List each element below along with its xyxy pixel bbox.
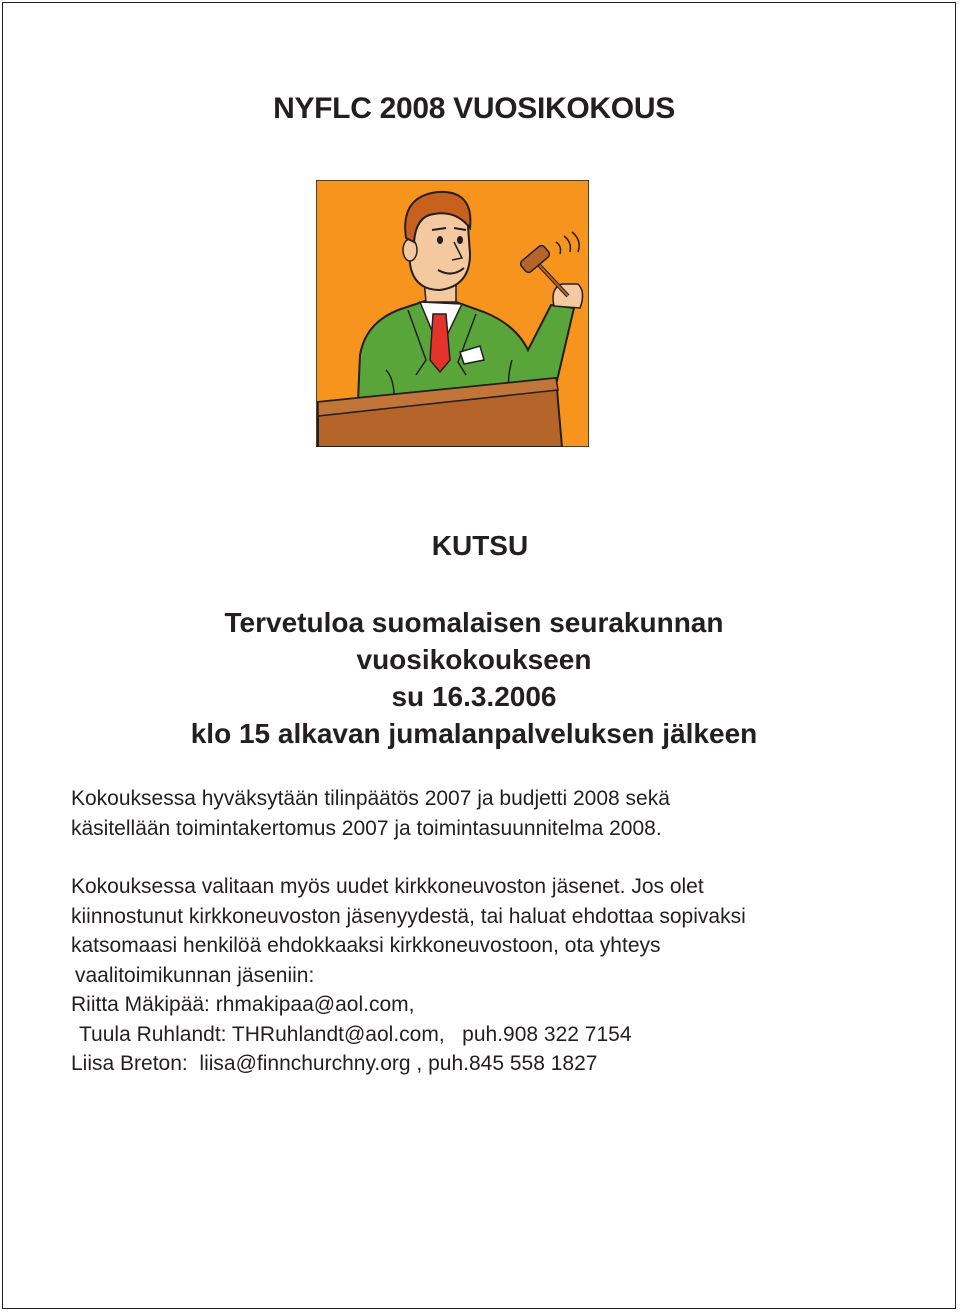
election-paragraph <box>71 872 931 1079</box>
contact-tuula: Tuula Ruhlandt: THRuhlandt@aol.com, puh.908 322 7154 <box>79 1022 632 1046</box>
contact-liisa: Liisa Breton: liisa@finnchurchny.org , puh.845 558 1827 <box>71 1052 598 1075</box>
document-title: NYFLC 2008 VUOSIKOKOUS <box>273 92 675 125</box>
paragraph-line: kiinnostunut kirkkoneuvoston jäsenyydestä, tai haluat ehdottaa sopivaksi <box>71 904 746 928</box>
paragraph-line: Kokouksessa hyväksytään tilinpäätös 2007 ja budjetti 2008 sekä <box>71 787 670 810</box>
welcome-message <box>0 604 948 752</box>
meeting-time: klo 15 alkavan jumalanpalveluksen jälkeen <box>190 718 758 749</box>
paragraph-line: käsitellään toimintakertomus 2007 ja toimintasuunnitelma 2008. <box>71 816 662 840</box>
tie <box>430 314 450 372</box>
auctioneer-illustration <box>316 180 589 447</box>
auctioneer-gavel-icon <box>316 180 589 447</box>
paragraph-line: Kokouksessa valitaan myös uudet kirkkoneuvoston jäsenet. Jos olet <box>71 875 704 898</box>
invitation-heading: KUTSU <box>431 530 529 561</box>
paragraph-line: katsomaasi henkilöä ehdokkaaksi kirkkoneuvostoon, ota yhteys <box>71 934 661 957</box>
welcome-line: Tervetuloa suomalaisen seurakunnan <box>224 607 724 638</box>
welcome-line: vuosikokoukseen <box>356 644 592 675</box>
contact-riitta: Riitta Mäkipää: rhmakipaa@aol.com, <box>71 993 415 1016</box>
paragraph-line: vaalitoimikunnan jäseniin: <box>75 963 315 987</box>
agenda-paragraph <box>71 784 931 843</box>
meeting-date: su 16.3.2006 <box>391 681 557 712</box>
